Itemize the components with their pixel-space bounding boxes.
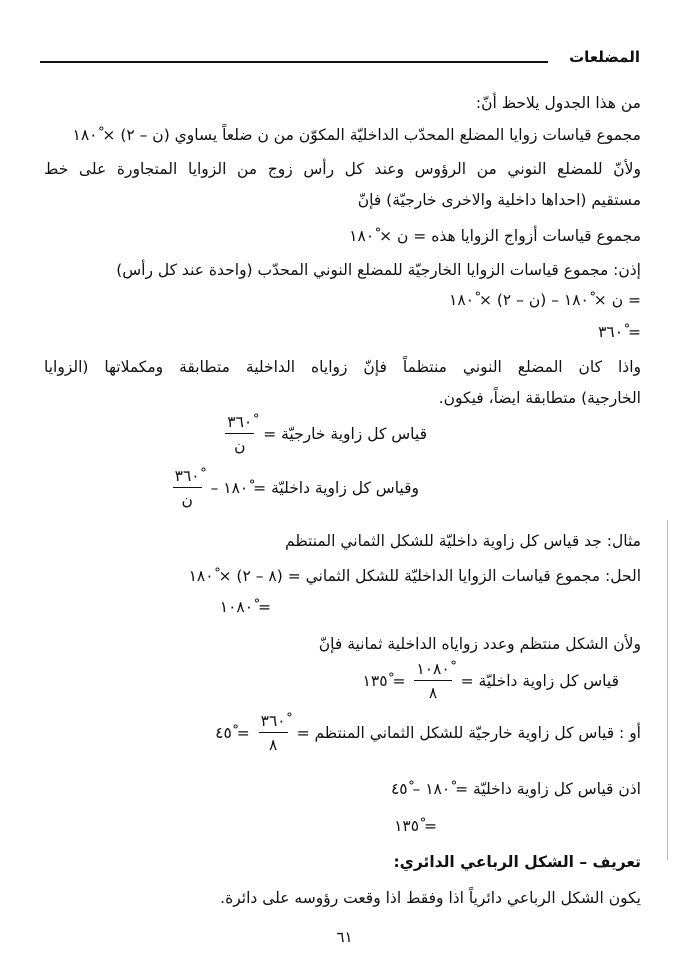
text-line: ولأنّ للمضلع النوني من الرؤوس وعند كل رأس زوج من الزوايا المتجاورة على خط [44,160,641,178]
fraction-numerator: ٣٦٠ْ [173,466,202,488]
text-line: واذا كان المضلع النوني منتظماً فإنّ زواياه الداخلية متطابقة ومكملاتها (الزوايا [44,358,641,376]
fraction [259,711,288,755]
fraction [225,412,254,456]
text-line: مستقيم (احداها داخلية والاخرى خارجيّة) فإنّ [357,191,641,209]
header-rule [40,61,548,63]
scan-edge-line [667,520,668,860]
formula-label: قياس كل زاوية خارجيّة = [263,425,427,443]
equation-line: = ١٠٨٠ْ [219,598,271,616]
chapter-title: المضلعات [569,48,640,66]
formula-label: أو : قياس كل زاوية خارجيّة للشكل الثماني المنتظم = [296,724,641,742]
text-line: إذن: مجموع قياسات الزوايا الخارجيّة للمضلع النوني المحدّب (واحدة عند كل رأس) [116,261,641,279]
fraction-numerator: ١٠٨٠ْ [414,659,451,681]
equation-line: اذن قياس كل زاوية داخليّة = ١٨٠ْ – ٤٥ْ [390,780,641,798]
text-line: من هذا الجدول يلاحظ أنّ: [475,94,641,112]
interior-angle-formula [169,466,419,510]
fraction [414,659,451,703]
formula-result: = ١٣٥ْ [362,672,406,690]
fraction-denominator: ٨ [428,684,438,702]
formula-label: وقياس كل زاوية داخليّة = ١٨٠ْ – [210,479,419,497]
fraction-denominator: ن [234,437,246,455]
text-line: ولأن الشكل منتظم وعدد زواياه الداخلية ثمانية فإنّ [318,635,641,653]
equation-line: = ١٣٥ْ [394,817,437,835]
text-line: الخارجية) متطابقة ايضاً، فيكون. [438,389,641,407]
fraction-denominator: ن [181,491,193,509]
text-line: مجموع قياسات زوايا المضلع المحدّب الداخليّة المكوّن من ن ضلعاً يساوي (ن – ٢) × ١٨٠ْ [72,126,641,144]
octagon-interior-formula [363,659,619,703]
formula-label: قياس كل زاوية داخليّة = [460,672,619,690]
text-line: مجموع قياسات أزواج الزوايا هذه = ن × ١٨٠ْ [349,227,641,245]
fraction-numerator: ٣٦٠ْ [259,711,288,733]
equation-line: = ن × ١٨٠ْ – (ن – ٢) × ١٨٠ْ [449,291,641,309]
fraction-numerator: ٣٦٠ْ [225,412,254,434]
fraction-denominator: ٨ [268,736,278,754]
page-header [40,48,640,72]
formula-result: = ٤٥ْ [215,724,250,742]
exterior-angle-formula [221,412,427,456]
definition-heading: تعريف – الشكل الرباعي الدائري: [393,853,641,871]
example-line: مثال: جد قياس كل زاوية داخليّة للشكل الثماني المنتظم [285,532,641,550]
page-number: ٦١ [336,928,353,946]
solution-line: الحل: مجموع قياسات الزوايا الداخليّة للشكل الثماني = (٨ – ٢) × ١٨٠ْ [188,567,641,585]
octagon-exterior-formula [215,711,641,755]
equation-line: = ٣٦٠ْ [598,323,641,341]
definition-text: يكون الشكل الرباعي دائرياً اذا وفقط اذا وقعت رؤوسه على دائرة. [220,889,641,907]
fraction [173,466,202,510]
